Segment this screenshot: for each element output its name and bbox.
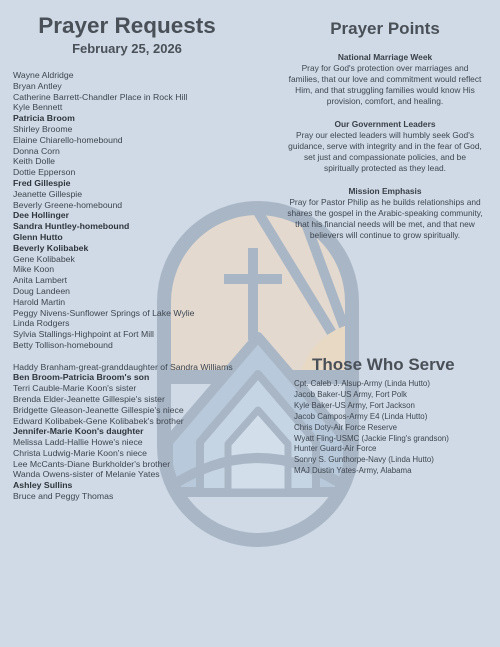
- prayer-request-item: Brenda Elder-Jeanette Gillespie's sister: [13, 393, 165, 404]
- prayer-request-item: Ashley Sullins: [13, 480, 73, 491]
- prayer-request-item: Ben Broom-Patricia Broom's son: [13, 372, 150, 383]
- prayer-request-group-family: [13, 362, 253, 502]
- prayer-points-title: Prayer Points: [330, 19, 440, 38]
- prayer-request-item: Peggy Nivens-Sunflower Springs of Lake Wylie: [13, 307, 195, 318]
- service-member-item: Kyle Baker-US Army, Fort Jackson: [294, 400, 415, 410]
- prayer-point-heading: Mission Emphasis: [348, 186, 422, 196]
- prayer-request-item: Anita Lambert: [13, 275, 68, 286]
- prayer-request-item: Jennifer-Marie Koon's daughter: [13, 426, 144, 437]
- prayer-request-item: Wayne Aldridge: [13, 70, 74, 80]
- prayer-requests-title: Prayer Requests: [38, 13, 216, 38]
- prayer-request-item: Betty Tollison-homebound: [13, 339, 113, 350]
- service-member-item: Wyatt Fling-USMC (Jackie Fling's grandson): [294, 433, 449, 443]
- prayer-point-marriage: [287, 52, 483, 107]
- prayer-request-item: Melissa Ladd-Hallie Howe's niece: [13, 437, 143, 448]
- prayer-request-item: Linda Rodgers: [13, 318, 70, 329]
- prayer-point-heading: Our Government Leaders: [334, 119, 436, 129]
- service-member-item: Cpt. Caleb J. Alsup-Army (Linda Hutto): [294, 379, 430, 388]
- prayer-request-list: [13, 70, 253, 502]
- prayer-request-group-members: [13, 70, 253, 351]
- prayer-request-item: Dottie Epperson: [13, 167, 76, 178]
- prayer-point-mission: [287, 186, 483, 241]
- prayer-request-item: Patricia Broom: [13, 113, 75, 124]
- prayer-point-government: [287, 119, 483, 174]
- those-who-serve-section: [294, 354, 494, 477]
- prayer-request-item: Elaine Chiarello-homebound: [13, 134, 123, 145]
- service-member-item: Jacob Baker-US Army, Fort Polk: [294, 389, 407, 399]
- list-spacer: [13, 351, 253, 362]
- prayer-request-item: Gene Kolibabek: [13, 253, 75, 264]
- prayer-request-item: Lee McCants-Diane Burkholder's brother: [13, 458, 171, 469]
- prayer-request-item: Donna Corn: [13, 145, 60, 156]
- prayer-request-item: Terri Cauble-Marie Koon's sister: [13, 383, 137, 394]
- prayer-request-item: Shirley Broome: [13, 123, 73, 134]
- prayer-request-item: Wanda Owens-sister of Melanie Yates: [13, 469, 160, 480]
- service-member-item: Hunter Guard-Air Force: [294, 444, 377, 454]
- prayer-request-item: Jeanette Gillespie: [13, 188, 83, 199]
- prayer-request-item: Mike Koon: [13, 264, 55, 275]
- service-member-item: Sonny S. Gunthorpe-Navy (Linda Hutto): [294, 455, 434, 465]
- service-member-item: Chris Doty-Air Force Reserve: [294, 422, 398, 432]
- prayer-request-item: Christa Ludwig-Marie Koon's niece: [13, 447, 147, 458]
- prayer-request-item: Beverly Greene-homebound: [13, 199, 123, 210]
- prayer-request-item: Haddy Branham-great-granddaughter of Sandra Williams: [13, 361, 233, 372]
- prayer-points-column: [287, 18, 483, 241]
- prayer-point-body: Pray our elected leaders will humbly seek God's guidance, serve with integrity and in the fear of God, set just and compassionate policies, and be spiritually protected as they lead.: [288, 130, 482, 173]
- service-member-list: [294, 379, 494, 477]
- bulletin-date: February 25, 2026: [72, 41, 182, 56]
- prayer-request-item: Bruce and Peggy Thomas: [13, 491, 114, 502]
- prayer-point-body: Pray for Pastor Philip as he builds relationships and shares the gospel in the Arabic-speaking community, that his financial needs will be met, and that new believers will continue to grow spiritually.: [287, 197, 483, 240]
- prayer-request-item: Fred Gillespie: [13, 177, 71, 188]
- prayer-request-item: Kyle Bennett: [13, 102, 63, 113]
- prayer-request-item: Dee Hollinger: [13, 210, 69, 221]
- prayer-point-body: Pray for God's protection over marriages and families, that our love and commitment would reflect Him, and that struggling families would know His provision, comfort, and healing.: [288, 63, 482, 106]
- prayer-request-item: Bridgette Gleason-Jeanette Gillespie's niece: [13, 404, 184, 415]
- prayer-request-item: Doug Landeen: [13, 285, 71, 296]
- prayer-point-heading: National Marriage Week: [337, 52, 433, 62]
- those-who-serve-title: Those Who Serve: [312, 355, 455, 374]
- prayer-request-item: Beverly Kolibabek: [13, 242, 89, 253]
- prayer-request-item: Harold Martin: [13, 296, 66, 307]
- prayer-request-item: Sylvia Stallings-Highpoint at Fort Mill: [13, 329, 154, 340]
- prayer-request-item: Edward Kolibabek-Gene Kolibabek's brother: [13, 415, 184, 426]
- prayer-request-item: Keith Dolle: [13, 156, 56, 167]
- prayer-requests-column: [13, 12, 253, 502]
- prayer-request-item: Bryan Antley: [13, 80, 62, 91]
- prayer-request-item: Sandra Huntley-homebound: [13, 221, 130, 232]
- prayer-request-item: Catherine Barrett-Chandler Place in Rock Hill: [13, 91, 188, 102]
- service-member-item: Jacob Campos-Army E4 (Linda Hutto): [294, 411, 428, 421]
- service-member-item: MAJ Dustin Yates-Army, Alabama: [294, 466, 412, 476]
- prayer-request-item: Glenn Hutto: [13, 231, 63, 242]
